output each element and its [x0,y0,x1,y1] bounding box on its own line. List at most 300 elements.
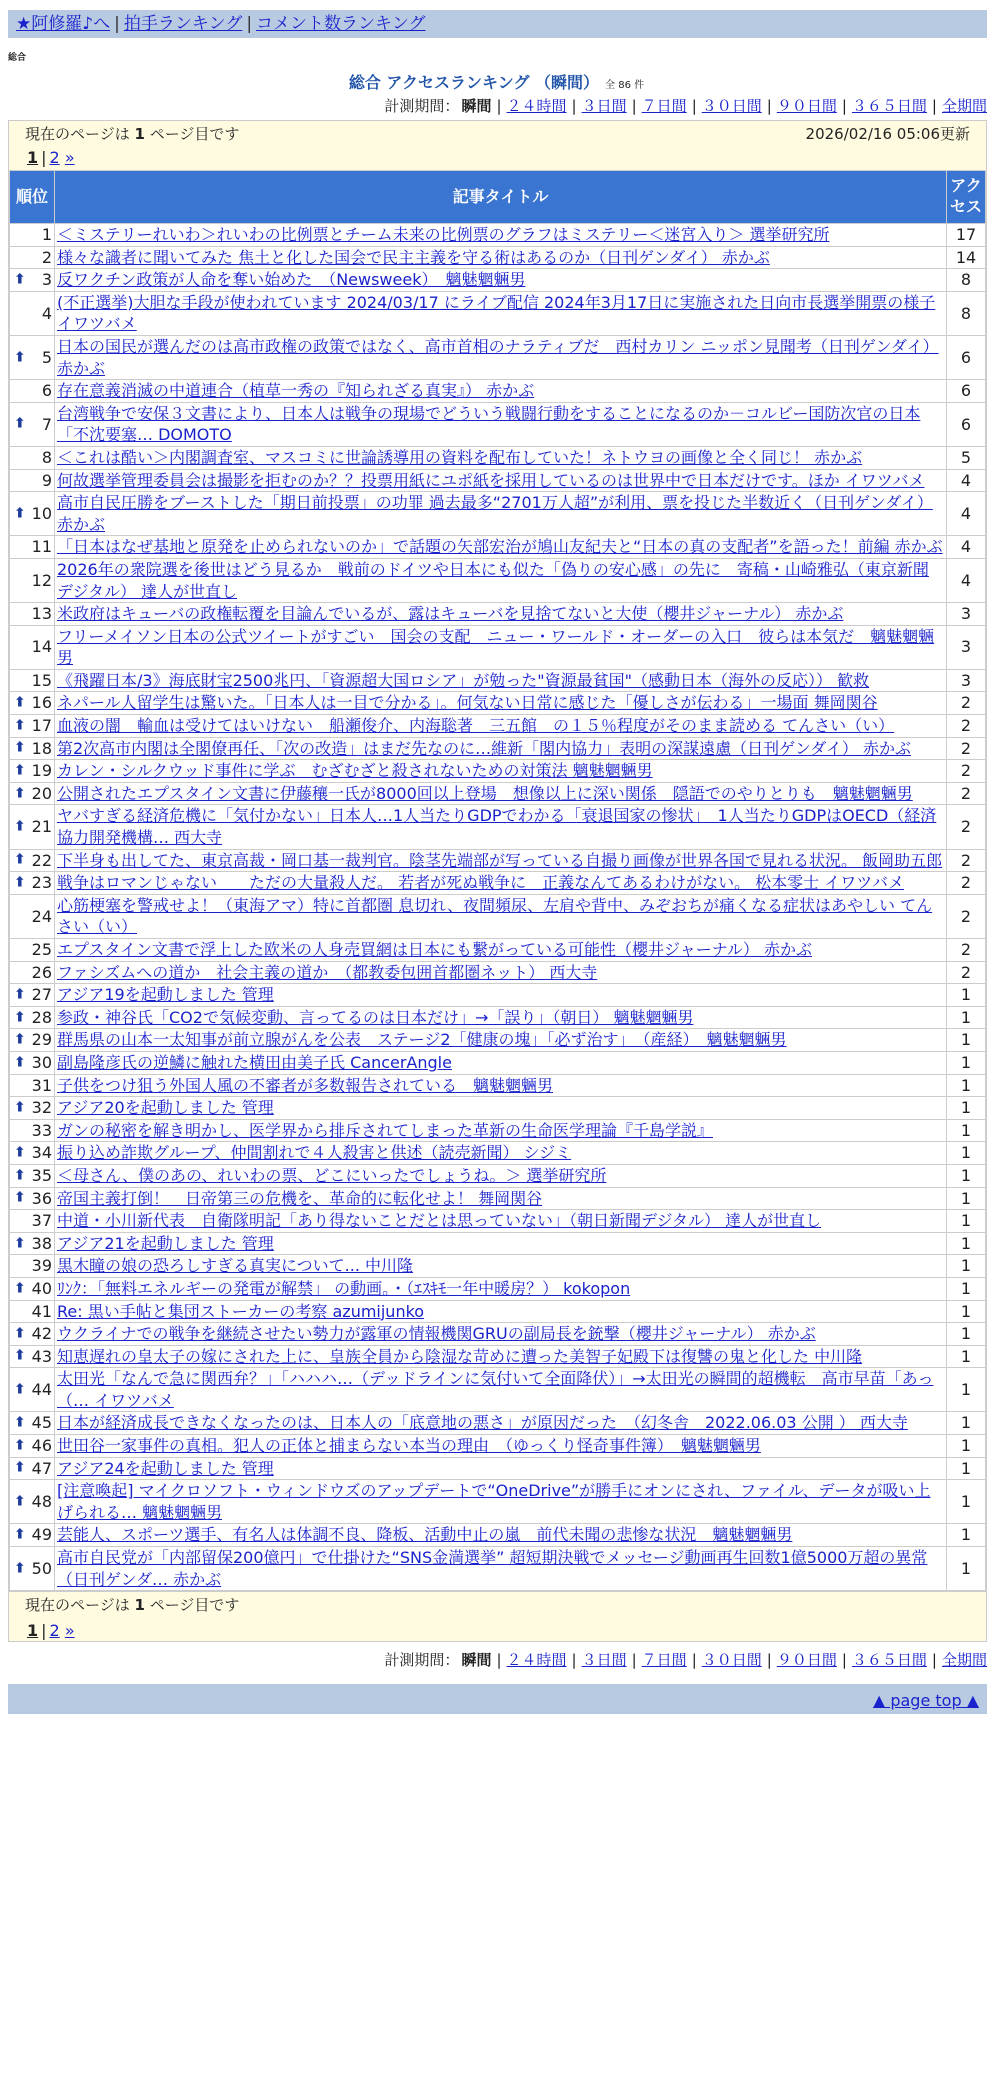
up-arrow-icon: ⬆ [14,785,26,802]
article-title-link[interactable]: カレン・シルクウッド事件に学ぶ むざむざと殺されないための対策法 魑魅魍魎男 [57,761,653,781]
table-row [10,872,985,894]
rank-number: 26 [31,962,52,982]
period-separator: | [631,97,637,115]
article-title-link[interactable]: アジア20を起動しました 管理 [57,1098,274,1118]
period-option-link[interactable]: 全期間 [941,97,987,115]
rank-cell [10,1524,54,1546]
table-row [10,962,985,984]
access-count: 1 [947,1368,985,1411]
rank-number: 50 [31,1558,52,1578]
table-row [10,1188,985,1210]
up-arrow-icon: ⬆ [14,1235,26,1252]
rank-cell [10,492,54,535]
article-title-link[interactable]: 参政・神谷氏「CO2で気候変動、言ってるのは日本だけ」→「誤り」（朝日） 魑魅魍魎男 [57,1007,694,1027]
rank-number: 7 [41,414,52,434]
table-row [10,1097,985,1119]
table-row [10,783,985,805]
up-arrow-icon: ⬆ [14,874,26,891]
article-title-link[interactable]: (不正選挙)大胆な手段が使われています 2024/03/17 にライブ配信 2024年3月17日に実施された日向市長選挙開票の様子 イワツバメ [57,292,936,334]
access-count: 2 [947,962,985,984]
rank-cell [10,1255,54,1277]
rank-cell [10,603,54,625]
title-cell [55,1412,946,1434]
table-row [10,1412,985,1434]
title-cell [55,559,946,602]
ranking-footer-box [8,1592,987,1642]
title-cell [55,536,946,558]
period-separator: | [571,97,577,115]
rank-number: 16 [31,693,52,713]
up-arrow-icon: ⬆ [14,694,26,711]
access-count: 1 [947,1120,985,1142]
access-count: 1 [947,1412,985,1434]
up-arrow-icon: ⬆ [14,1460,26,1477]
period-selector-top [0,94,987,118]
total-count: 全 86 件 [605,80,645,91]
rank-cell [10,336,54,379]
page-top-link[interactable]: ▲ page top ▲ [872,1691,979,1711]
updated-timestamp: 2026/02/16 05:06更新 [805,125,970,143]
access-count: 1 [947,1233,985,1255]
rank-cell [10,1142,54,1164]
period-separator: | [631,1651,637,1670]
title-cell [55,1029,946,1051]
rank-number: 11 [31,537,52,557]
access-count: 8 [947,292,985,335]
rank-cell [10,247,54,269]
article-title-link[interactable]: 下半身も出してた、東京高裁・岡口基一裁判官。陰茎先端部が写っている自撮り画像が世界各国で見れる状況。 飯岡助五郎 [57,850,943,870]
title-cell [55,1052,946,1074]
rank-number: 18 [31,738,52,758]
title-cell [55,1458,946,1480]
title-cell [55,850,946,872]
rank-cell [10,1480,54,1523]
table-row [10,1255,985,1277]
title-cell [55,1007,946,1029]
access-count: 1 [947,1346,985,1368]
table-row [10,1301,985,1323]
title-cell [55,380,946,402]
article-title-link[interactable]: 芸能人、スポーツ選手、有名人は体調不良、降板、活動中止の嵐 前代未聞の悲惨な状況 魑魅魍魎男 [57,1525,793,1545]
access-count: 6 [947,380,985,402]
table-row [10,1458,985,1480]
access-count: 6 [947,336,985,379]
table-row [10,1075,985,1097]
up-arrow-icon: ⬆ [14,851,26,868]
article-title-link[interactable]: 振り込め詐欺グループ、仲間割れで４人殺害と供述（読売新聞） シジミ [57,1143,572,1163]
title-cell [55,1097,946,1119]
title-cell [55,760,946,782]
table-row [10,692,985,714]
title-cell [55,872,946,894]
period-option-link[interactable]: ９０日間 [776,1651,837,1670]
article-title-link[interactable]: ＜ミステリーれいわ＞れいわの比例票とチーム未来の比例票のグラフはミステリー＜迷宮入り＞ 選挙研究所 [57,225,830,244]
rank-cell [10,1368,54,1411]
access-count: 1 [947,1165,985,1187]
ranking-rows [10,224,985,1590]
title-cell [55,962,946,984]
article-title-link[interactable]: 帝国主義打倒！ 日帝第三の危機を、革命的に転化せよ！ 舞岡関谷 [57,1188,543,1208]
col-access-header: アクセス [947,171,985,223]
title-cell [55,1075,946,1097]
rank-number: 25 [31,940,52,959]
rank-number: 49 [31,1525,52,1545]
table-row [10,1547,985,1590]
table-row [10,984,985,1006]
rank-cell [10,1210,54,1232]
period-separator: | [931,1651,937,1670]
title-cell [55,1435,946,1457]
rank-number: 35 [31,1165,52,1185]
article-title-link[interactable]: ガンの秘密を解き明かし、医学界から排斥されてしまった革新の生命医学理論『千島学説』 [57,1120,714,1140]
up-arrow-icon: ⬆ [14,1144,26,1161]
period-option-link[interactable]: ３０日間 [701,1651,762,1670]
period-separator: | [496,97,502,115]
article-title-link[interactable]: フリーメイソン日本の公式ツイートがすごい 国会の支配 ニュー・ワールド・オーダーの入口 彼らは本気だ 魑魅魍魎男 [57,626,935,668]
up-arrow-icon: ⬆ [14,1526,26,1543]
access-count: 8 [947,269,985,291]
title-cell [55,1547,946,1590]
article-title-link[interactable]: 太田光「なんで急に関西弁？」「ハハハ…（デッドラインに気付いて全面降伏）」→太田光の瞬間的超機転 高市早苗「あっ（… イワツバメ [57,1369,934,1410]
article-title-link[interactable]: ﾘﾝｸ：「無料エネルギーの発電が解禁」 の動画。・（ｴｽｷﾓ一年中暖房？） kokopon [57,1278,631,1298]
article-title-link[interactable]: アジア21を起動しました 管理 [57,1233,274,1253]
rank-number: 44 [31,1380,52,1400]
pager-next-link[interactable]: » [64,1621,75,1641]
rank-number: 47 [31,1458,52,1478]
rank-number: 36 [31,1188,52,1208]
up-arrow-icon: ⬆ [14,1099,26,1116]
rank-number: 28 [31,1007,52,1027]
table-row [10,603,985,625]
article-title-link[interactable]: ヤバすぎる経済危機に「気付かない」日本人…1人当たりGDPでわかる「衰退国家の惨状」 1人当たりGDPはOECD（経済協力開発機構… 西大寺 [57,806,937,848]
period-separator: | [691,97,697,115]
rank-number: 33 [31,1120,52,1140]
table-row [10,559,985,602]
pager-next-link[interactable]: » [64,148,75,167]
pager-bottom [9,1617,986,1641]
period-separator: | [571,1651,577,1670]
access-count: 2 [947,738,985,760]
rank-cell [10,670,54,692]
rank-cell [10,1346,54,1368]
table-row [10,1120,985,1142]
access-count: 1 [947,1142,985,1164]
rank-cell [10,715,54,737]
up-arrow-icon: ⬆ [14,1560,26,1577]
access-count: 1 [947,1323,985,1345]
article-title-link[interactable]: ファシズムへの道か 社会主義の道か （都教委包囲首都圏ネット） 西大寺 [57,962,598,982]
period-option-current: 瞬間 [461,1651,492,1670]
article-title-link[interactable]: ＜これは酷い＞内閣調査室、マスコミに世論誘導用の資料を配布していた！ネトウヨの画像と全く同じ！ 赤かぶ [57,447,863,467]
nav-clap-ranking-link[interactable]: 拍手ランキング [123,14,243,34]
up-arrow-icon: ⬆ [14,505,26,522]
access-count: 14 [947,247,985,269]
article-title-link[interactable]: 高市自民圧勝をブーストした「期日前投票」の功罪 過去最多“2701万人超”が利用、票を投じた半数近く（日刊ゲンダイ） 赤かぶ [57,493,933,534]
current-page-text: 現在のページは 1 ページ目です [25,1596,240,1615]
rank-cell [10,1029,54,1051]
access-count: 1 [947,1210,985,1232]
rank-cell [10,1188,54,1210]
rank-cell [10,1097,54,1119]
access-count: 1 [947,1007,985,1029]
rank-cell [10,1052,54,1074]
rank-cell [10,536,54,558]
access-count: 2 [947,872,985,894]
article-title-link[interactable]: ウクライナでの戦争を継続させたい勢力が露軍の情報機関GRUの副局長を銃撃（櫻井ジャーナル） 赤かぶ [57,1324,816,1344]
article-title-link[interactable]: 第2次高市内閣は全閣僚再任、「次の改造」はまだ先なのに…維新「閣内協力」表明の深謀遠慮（日刊ゲンダイ） 赤かぶ [57,738,911,758]
up-arrow-icon: ⬆ [14,1493,26,1510]
title-cell [55,1301,946,1323]
nav-comment-ranking-link[interactable]: コメント数ランキング [256,14,426,34]
table-row [10,403,985,446]
article-title-link[interactable]: ネパール人留学生は驚いた。「日本人は一目で分かる」。何気ない日常に感じた「優しさが伝わる」一場面 舞岡関谷 [57,693,878,713]
title-cell [55,670,946,692]
article-title-link[interactable]: 戦争はロマンじゃない ただの大量殺人だ。 若者が死ぬ戦争に 正義なんてあるわけがない。 松本零士 イワツバメ [57,873,904,893]
pager-separator: | [41,148,47,167]
article-title-link[interactable]: 2026年の衆院選を後世はどう見るか 戦前のドイツや日本にも似た「偽りの安心感」の先に 寄稿・山崎雅弘（東京新聞デジタル） 達人が世直し [57,559,929,601]
period-option-link[interactable]: ２４時間 [506,97,567,115]
table-row [10,1165,985,1187]
article-title-link[interactable]: アジア19を起動しました 管理 [57,985,274,1005]
up-arrow-icon: ⬆ [14,1348,26,1365]
period-separator: | [931,97,937,115]
rank-number: 42 [31,1324,52,1344]
period-option-link[interactable]: ２４時間 [506,1651,567,1670]
access-count: 3 [947,626,985,669]
period-option-link[interactable]: ３６５日間 [851,1651,927,1670]
article-title-link[interactable]: 黒木瞳の娘の恐ろしすぎる真実について... 中川隆 [57,1256,414,1276]
pager-page-link[interactable]: 2 [49,148,60,167]
title-cell [55,447,946,469]
rank-number: 22 [31,850,52,870]
period-separator: | [841,97,847,115]
rank-cell [10,939,54,961]
up-arrow-icon: ⬆ [14,818,26,835]
title-cell [55,1142,946,1164]
category-label: 総合 [8,53,27,63]
period-option-link[interactable]: ７日間 [641,1651,687,1670]
title-cell [55,1210,946,1232]
article-title-link[interactable]: アジア24を起動しました 管理 [57,1458,274,1478]
table-row [10,336,985,379]
article-title-link[interactable]: 存在意義消滅の中道連合（植草一秀の『知られざる真実』） 赤かぶ [57,381,535,401]
article-title-link[interactable]: 米政府はキューバの政権転覆を目論んでいるが、露はキューバを見捨てないと大使（櫻井ジャーナル） 赤かぶ [57,604,844,624]
title-cell [55,1165,946,1187]
article-title-link[interactable]: 世田谷一家事件の真相。犯人の正体と捕まらない本当の理由 （ゆっくり怪奇事件簿） 魑魅魍魎男 [57,1436,761,1456]
rank-number: 34 [31,1143,52,1163]
nav-home-link[interactable]: ★阿修羅♪へ [16,14,111,34]
title-cell [55,738,946,760]
rank-number: 30 [31,1052,52,1072]
rank-number: 9 [41,470,52,490]
access-count: 3 [947,603,985,625]
rank-cell [10,1435,54,1457]
title-cell [55,224,946,246]
rank-number: 3 [41,270,52,290]
table-row [10,1029,985,1051]
access-count: 2 [947,760,985,782]
access-count: 1 [947,1097,985,1119]
period-option-link[interactable]: ３日間 [581,97,627,115]
rank-number: 21 [31,817,52,837]
rank-cell [10,447,54,469]
article-title-link[interactable]: 《飛躍日本/3》海底財宝2500兆円、「資源超大国ロシア」が勉った"資源最貧国"（感動日本（海外の反応）） 歓救 [57,670,870,690]
access-count: 6 [947,403,985,446]
up-arrow-icon: ⬆ [14,349,26,366]
table-row [10,1368,985,1411]
access-count: 1 [947,1301,985,1323]
access-count: 1 [947,1524,985,1546]
article-title-link[interactable]: 何故選挙管理委員会は撮影を拒むのか？？投票用紙にユポ紙を採用しているのは世界中で日本だけです。ほか イワツバメ [57,470,925,490]
article-title-link[interactable]: 子供をつけ狙う外国人風の不審者が多数報告されている 魑魅魍魎男 [57,1075,554,1095]
access-count: 2 [947,895,985,938]
title-cell [55,626,946,669]
rank-cell [10,1547,54,1590]
up-arrow-icon: ⬆ [14,1031,26,1048]
rank-number: 48 [31,1492,52,1512]
pager-top [9,144,986,170]
article-title-link[interactable]: 群馬県の山本一太知事が前立腺がんを公表 ステージ2「健康の塊」「必ず治す」 （産経） 魑魅魍魎男 [57,1030,787,1050]
rank-number: 40 [31,1278,52,1298]
pager-page-link[interactable]: 2 [49,1621,60,1641]
period-option-link[interactable]: ３０日間 [701,97,762,115]
title-cell [55,403,946,446]
access-count: 2 [947,692,985,714]
rank-cell [10,1301,54,1323]
up-arrow-icon: ⬆ [14,271,26,288]
article-title-link[interactable]: 心筋梗塞を警戒せよ！（東海アマ）特に首都圏 息切れ、夜間頻尿、左肩や背中、みぞおちが痛くなる症状はあやしい てんさい（い） [57,895,933,937]
table-row [10,1480,985,1523]
article-title-link[interactable]: 公開されたエプスタイン文書に伊藤穰一氏が8000回以上登場 想像以上に深い関係 隠語でのやりとりも 魑魅魍魎男 [57,783,913,803]
period-option-link[interactable]: ９０日間 [776,97,837,115]
rank-number: 23 [31,873,52,893]
rank-number: 6 [41,381,52,401]
title-cell [55,1323,946,1345]
table-row [10,269,985,291]
rank-number: 1 [41,225,52,244]
rank-cell [10,850,54,872]
table-row [10,1052,985,1074]
table-row [10,536,985,558]
period-separator: | [496,1651,502,1670]
rank-cell [10,1323,54,1345]
article-title-link[interactable]: 知恵遅れの皇太子の嫁にされた上に、皇族全員から陰湿な苛めに遭った美智子妃殿下は復讐の鬼と化した 中川隆 [57,1346,863,1366]
up-arrow-icon: ⬆ [14,1167,26,1184]
table-row [10,1323,985,1345]
rank-number: 39 [31,1256,52,1276]
title-cell [55,715,946,737]
article-title-link[interactable]: 台湾戦争で安保３文書により、日本人は戦争の現場でどういう戦闘行動をすることになるのか－コルビー国防次官の日本「不沈要塞… DOMOTO [57,403,921,445]
period-option-link[interactable]: ７日間 [641,97,687,115]
article-title-link[interactable]: 「日本はなぜ基地と原発を止められないのか」で話題の矢部宏治が鳩山友紀夫と“日本の真の支配者”を語った！前編 赤かぶ [57,537,943,557]
title-cell [55,692,946,714]
access-count: 1 [947,1075,985,1097]
rank-cell [10,1278,54,1300]
title-cell [55,895,946,938]
article-title-link[interactable]: 副島隆彦氏の逆鱗に触れた横田由美子氏 CancerAngle [57,1052,452,1072]
article-title-link[interactable]: エプスタイン文書で浮上した欧米の人身売買網は日本にも繋がっている可能性（櫻井ジャーナル） 赤かぶ [57,940,813,959]
article-title-link[interactable]: 高市自民党が「内部留保200億円」で仕掛けた“SNS金満選挙” 超短期決戦でメッセージ動画再生回数1億5000万超の異常（日刊ゲンダ… 赤かぶ [57,1548,928,1589]
rank-number: 12 [31,570,52,590]
up-arrow-icon: ⬆ [14,415,26,432]
rank-number: 41 [31,1301,52,1321]
rank-cell [10,470,54,492]
period-separator: | [841,1651,847,1670]
rank-cell [10,292,54,335]
article-title-link[interactable]: 中道・小川新代表 自衛隊明記「あり得ないことだとは思っていない」（朝日新聞デジタル） 達人が世直し [57,1211,822,1231]
rank-number: 2 [41,247,52,267]
up-arrow-icon: ⬆ [14,1437,26,1454]
article-title-link[interactable]: 日本の国民が選んだのは高市政権の政策ではなく、高市首相のナラティブだ 西村カリン ニッポン見聞考（日刊ゲンダイ） 赤かぶ [57,336,939,378]
table-row [10,247,985,269]
rank-number: 45 [31,1413,52,1433]
article-title-link[interactable]: 血液の闇 輸血は受けてはいけない 船瀬俊介、内海聡著 三五館 の１５％程度がそのまま読める てんさい（い） [57,716,895,736]
access-count: 4 [947,559,985,602]
bottom-bar [8,1684,987,1714]
rank-cell [10,1233,54,1255]
title-cell [55,470,946,492]
table-row [10,1233,985,1255]
table-row [10,805,985,848]
up-arrow-icon: ⬆ [14,1381,26,1398]
rank-cell [10,380,54,402]
article-title-link[interactable]: ＜母さん、僕のあの、れいわの票、どこにいったでしょうね。＞ 選挙研究所 [57,1165,607,1185]
title-cell [55,1233,946,1255]
rank-cell [10,1075,54,1097]
period-option-link[interactable]: 全期間 [941,1651,987,1670]
article-title-link[interactable]: [注意喚起] マイクロソフト・ウィンドウズのアップデートで“OneDrive”が勝手にオンにされ、ファイル、データが吸い上げられる… 魑魅魍魎男 [57,1481,931,1522]
page-info-bottom [9,1592,986,1617]
period-option-current: 瞬間 [461,97,492,115]
access-count: 1 [947,1188,985,1210]
rank-cell [10,984,54,1006]
access-count: 2 [947,783,985,805]
access-count: 1 [947,1278,985,1300]
rank-number: 15 [31,670,52,690]
period-option-link[interactable]: ３６５日間 [851,97,927,115]
rank-number: 31 [31,1075,52,1095]
up-arrow-icon: ⬆ [14,1414,26,1431]
table-row [10,492,985,535]
rank-number: 43 [31,1346,52,1366]
article-title-link[interactable]: 日本が経済成長できなくなったのは、日本人の「底意地の悪さ」が原因だった （幻冬舎 2022.06.03 公開 ） 西大寺 [57,1413,908,1433]
page-info-top [9,121,986,144]
access-count: 1 [947,1435,985,1457]
rank-cell [10,224,54,246]
title-cell [55,1346,946,1368]
access-count: 2 [947,805,985,848]
period-option-link[interactable]: ３日間 [581,1651,627,1670]
period-label: 計測期間： [384,1651,460,1670]
access-count: 1 [947,1255,985,1277]
rank-cell [10,738,54,760]
period-separator: | [691,1651,697,1670]
article-title-link[interactable]: 反ワクチン政策が人命を奪い始めた （Newsweek） 魑魅魍魎男 [57,270,526,290]
up-arrow-icon: ⬆ [14,986,26,1003]
title-cell [55,783,946,805]
table-row [10,760,985,782]
article-title-link[interactable]: Re: 黒い手帖と集団ストーカーの考察 azumijunko [57,1301,425,1321]
up-arrow-icon: ⬆ [14,1280,26,1297]
access-count: 2 [947,715,985,737]
rank-cell [10,783,54,805]
access-count: 1 [947,984,985,1006]
access-count: 4 [947,536,985,558]
rank-number: 4 [41,303,52,323]
rank-cell [10,1412,54,1434]
rank-cell [10,1120,54,1142]
article-title-link[interactable]: 様々な識者に聞いてみた 焦土と化した国会で民主主義を守る術はあるのか（日刊ゲンダイ） 赤かぶ [57,247,770,267]
